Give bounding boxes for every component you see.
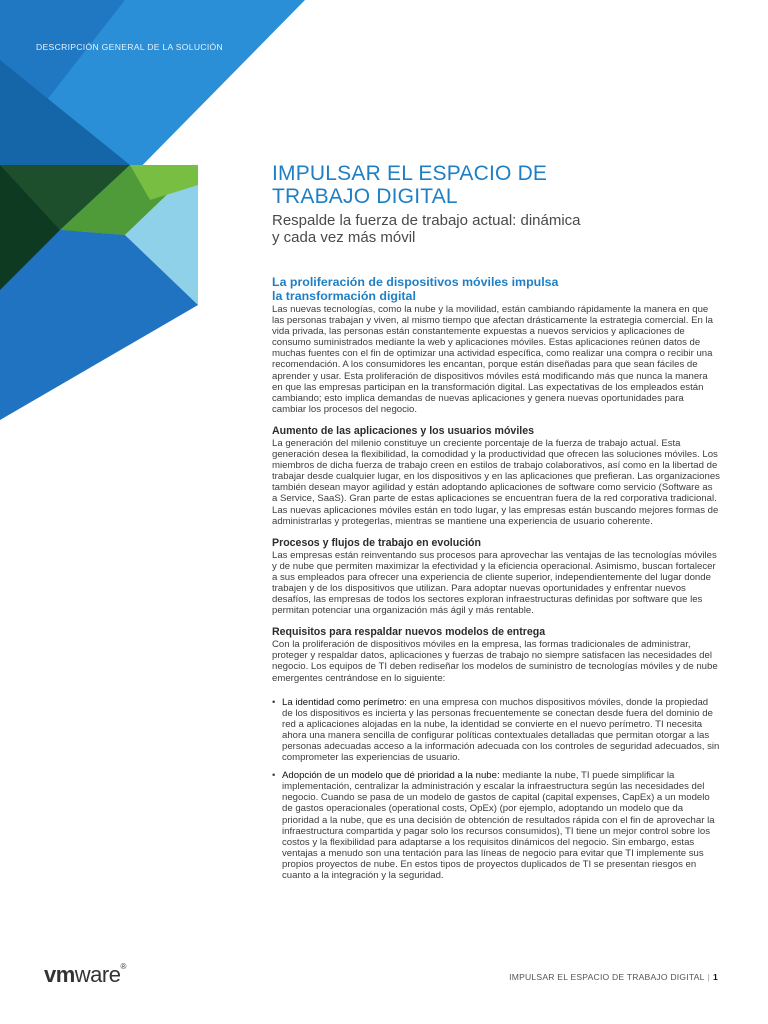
lead-heading [272,275,720,303]
lead-heading-line-2: la transformación digital [272,289,416,303]
page-footer [509,972,718,982]
requirements-list [272,697,720,882]
list-item-text: en una empresa con muchos dispositivos móviles, donde la propiedad de los dispositivos es incierta y las personas frecuentemente se conectan desde fuera del dominio de red a aplicaciones alojadas en la nube, la identidad se convierte en el nuevo perímetro. TI necesita ahora una manera sencilla de configurar políticas contextuales detalladas que permitan otorgar a las personas adecuadas acceso a la información adecuada con los controles de seguridad adecuados, sin comprometer las experiencias de usuario. [282,696,720,764]
title-line-2: TRABAJO DIGITAL [272,185,458,208]
list-item [272,697,720,764]
section-heading-requirements: Requisitos para respaldar nuevos modelos de entrega [272,626,546,639]
title-line-1: IMPULSAR EL ESPACIO DE [272,162,548,185]
vmware-logo [44,962,126,988]
list-item [272,770,720,881]
logo-registered-mark: ® [120,962,126,971]
bullet-marker: • [272,696,276,708]
footer-title: IMPULSAR EL ESPACIO DE TRABAJO DIGITAL [509,972,705,982]
page-subtitle [272,212,720,246]
header-geometric-artwork [0,0,310,430]
logo-ware: ware [74,962,121,987]
subtitle-line-2: y cada vez más móvil [272,229,416,246]
page-number: 1 [713,972,718,982]
footer-separator: | [707,972,711,982]
list-item-text: mediante la nube, TI puede simplificar la implementación, centralizar la administración y escalar la infraestructura según las necesidades del negocio. Cuando se pasa de un modelo de gastos de capital (capital expenses, CapEx) a un modelo de gastos operacionales (operational costs, OpEx) (por ejemplo, adoptando un modelo que da prioridad a la nube, que es una decisión de obtención de resultados rápida con el fin de aprovechar la infraestructura compartida y pagar solo los recursos consumidos), TI tiene un mejor control sobre los costos y la flexibilidad para adaptarse a los requisitos dinámicos del negocio. Sin embargo, estas ventajas a menudo son una tentación para las líneas de negocio para evitar que TI implemente sus propios proyectos de nube. En estos tipos de proyectos duplicados de TI se presentan riesgos en cuanto a la integración y la seguridad. [282,770,715,882]
section-paragraph-processes: Las empresas están reinventando sus procesos para aprovechar las ventajas de las tecnologías móviles y de nube que permiten maximizar la efectividad y la eficiencia operacional. Asimismo, buscan fortalecer a sus empleados para ofrecer una experiencia de cliente superior, independientemente del lugar donde trabajen y de los dispositivos que utilizan. Para adoptar nuevas oportunidades y enfrentar nuevos desafíos, las empresas de todos los sectores exploran infraestructuras definidas por software que les permitan potenciar una organización más ágil y más rentable. [272,549,717,617]
section-paragraph-requirements: Con la proliferación de dispositivos móviles en la empresa, las formas tradicionales de administrar, proteger y respaldar datos, aplicaciones y fuerzas de trabajo no siempre satisfacen las necesidades del negocio. Los equipos de TI deben rediseñar los modelos de suministro de tecnologías móviles y de nube emergentes centrándose en lo siguiente: [272,639,718,684]
section-paragraph-apps: La generación del milenio constituye un creciente porcentaje de la fuerza de trabajo actual. Esta generación desea la flexibilidad, la comodidad y la productividad que ofrecen las soluciones móviles. Los miembros de dicha fuerza de trabajo creen en estilos de trabajo colaborativos, así como en la libertad de trabajar desde cualquier lugar, en los dispositivos y en las aplicaciones que prefieran. Las organizaciones también desean mayor agilidad y están adoptando aplicaciones de software como servicio (Software as a Service, SaaS). Gran parte de estas aplicaciones se encuentran fuera de la red corporativa tradicional. Las nuevas aplicaciones móviles están en todo lugar, y las empresas están buscando mejores formas de administrarlas y protegerlas, mientras se mantiene una experiencia de usuario coherente. [272,437,720,527]
lead-paragraph: Las nuevas tecnologías, como la nube y la movilidad, están cambiando rápidamente la manera en que las personas trabajan y viven, al mismo tiempo que afectan drásticamente la estrategia comercial. En la vida privada, las personas están constantemente expuestas a nuevos servicios y aplicaciones de consumo suministrados mediante la web y aplicaciones móviles. Estas aplicaciones reúnen datos de muchas fuentes con el fin de optimizar una actividad específica, como realizar una compra o recibir una recomendación. A los consumidores les encantan, porque están diseñadas para que sean fáciles de aprender y usar. Esta proliferación de dispositivos móviles está modificando más que nunca la manera en que las empresas participan en la transformación digital. Las expectativas de los empleados están cambiando; esto implica demandas de nuevas aplicaciones y genera nuevas oportunidades para cambiar los procesos del negocio. [272,304,713,415]
subtitle-line-1: Respalde la fuerza de trabajo actual: dinámica [272,212,581,229]
list-item-title: Adopción de un modelo que dé prioridad a la nube: [282,770,500,782]
lead-heading-line-1: La proliferación de dispositivos móviles impulsa [272,275,559,289]
main-content [272,162,720,888]
section-heading-apps: Aumento de las aplicaciones y los usuarios móviles [272,424,534,437]
logo-vm: vm [44,962,75,987]
section-tag: DESCRIPCIÓN GENERAL DE LA SOLUCIÓN [36,42,224,52]
section-heading-processes: Procesos y flujos de trabajo en evolución [272,536,481,549]
page-title [272,162,720,208]
bullet-marker: • [272,770,276,782]
list-item-title: La identidad como perímetro: [282,696,407,708]
